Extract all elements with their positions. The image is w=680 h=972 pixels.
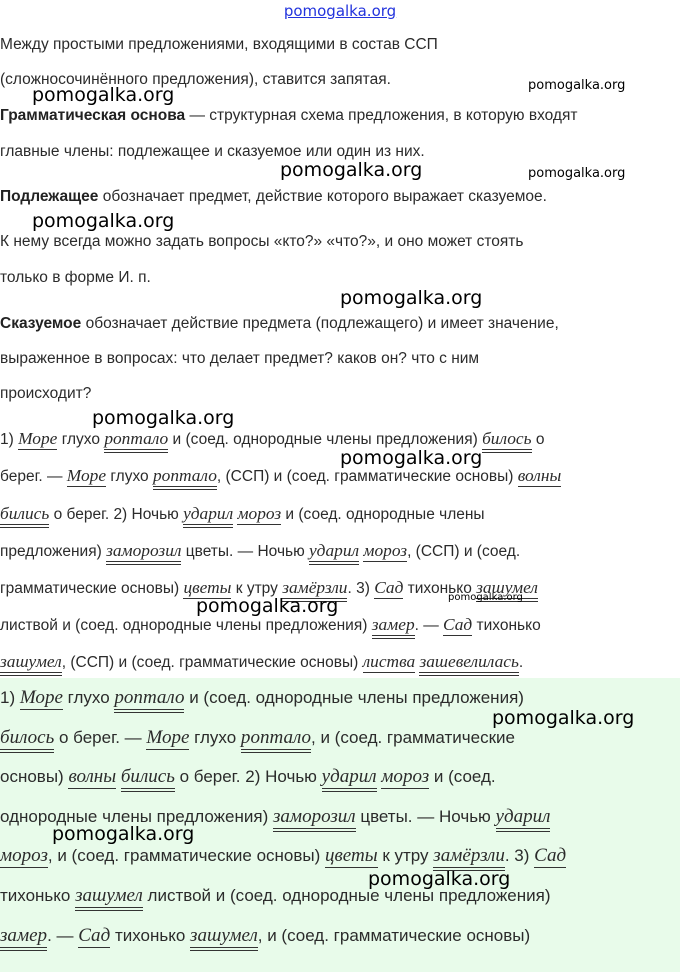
text: Ночью <box>131 506 179 523</box>
subject: Море <box>66 466 107 485</box>
task-line <box>0 651 523 674</box>
term: Подлежащее <box>0 188 99 205</box>
watermark: pomogalka.org <box>32 84 175 106</box>
watermark: pomogalka.org <box>92 407 235 429</box>
text: . <box>347 580 357 597</box>
task-line: предложения) заморозил цветы. — Ночью ударил мороз, (ССП) и (соед. <box>0 540 520 563</box>
term: Сказуемое <box>0 315 82 332</box>
text: и (соед. однородные члены предложения) <box>184 688 524 707</box>
text: Ночью <box>257 543 305 560</box>
task-line: 1) Море глухо роптало и (соед. однородные члены предложения) билось о <box>0 428 544 451</box>
predicate: зашумел <box>75 885 143 911</box>
task-line: берег. — Море глухо роптало, (ССП) и (соед. грамматические основы) волны <box>0 465 561 488</box>
predicate: зашумел <box>190 925 258 951</box>
text: , и (соед. грамматические основы) <box>47 846 325 865</box>
text: 3) <box>356 580 375 597</box>
predicate: ударил <box>183 504 233 528</box>
text: . — <box>414 617 444 634</box>
text: глухо <box>67 688 110 707</box>
watermark: pomogalka.org <box>196 595 339 617</box>
watermark: pomogalka.org <box>340 287 483 309</box>
text: цветы. — <box>355 807 439 826</box>
watermark: pomogalka.org <box>448 592 523 603</box>
text: тихонько <box>407 580 472 597</box>
predicate: заморозил <box>106 541 181 565</box>
rule-line: выраженное в вопросах: что делает предмет? каков он? что с ним <box>0 350 480 367</box>
subject: Сад <box>443 615 473 634</box>
watermark: pomogalka.org <box>368 868 511 890</box>
text: о берег. — <box>58 728 147 747</box>
rule-line <box>0 186 547 208</box>
text: к утру <box>377 846 434 865</box>
predicate: роптало <box>104 429 168 453</box>
rule-line: главные члены: подлежащее и сказуемое или один из них. <box>0 143 425 160</box>
text: . <box>504 846 515 865</box>
subject: Сад <box>534 845 567 866</box>
predicate: замер <box>372 615 415 639</box>
predicate: зашумел <box>476 578 538 602</box>
subject: цветы <box>183 578 232 597</box>
text: — структурная схема предложения, в которую входят <box>185 107 578 124</box>
rule-line: только в форме И. п. <box>0 269 151 286</box>
predicate: ударил <box>309 541 359 565</box>
rule-line: происходит? <box>0 385 92 402</box>
subject: волны <box>517 466 562 485</box>
watermark: pomogalka.org <box>528 166 626 181</box>
answer-line <box>0 687 524 709</box>
text: тихонько <box>0 886 71 905</box>
answer-line <box>0 925 530 947</box>
text: предложения) <box>0 543 107 560</box>
text: цветы. — <box>181 543 258 560</box>
watermark: pomogalka.org <box>280 159 423 181</box>
predicate: роптало <box>241 727 311 753</box>
subject: Море <box>146 727 190 748</box>
text: грамматические основы) <box>0 580 184 597</box>
text: , и (соед. грамматические основы) <box>257 926 531 945</box>
text: 1) <box>0 688 20 707</box>
text: основы) <box>0 767 69 786</box>
subject: Сад <box>78 925 111 946</box>
predicate: замер <box>0 925 47 951</box>
text: 3) <box>514 846 535 865</box>
term: Грамматическая основа <box>0 107 186 124</box>
text: . <box>518 654 524 671</box>
text: и (соед. однородные члены <box>281 506 485 523</box>
subject: мороз <box>381 766 430 787</box>
text: обозначает действие предмета (подлежащего) и имеет значение, <box>81 315 559 332</box>
subject: Сад <box>374 578 404 597</box>
text: глухо <box>61 431 100 448</box>
rule-line <box>0 313 559 335</box>
text: однородные члены предложения) <box>0 807 273 826</box>
text: к утру <box>231 580 283 597</box>
task-line <box>0 614 541 637</box>
predicate: замёрзли <box>433 845 505 871</box>
task-line <box>0 503 485 526</box>
watermark: pomogalka.org <box>52 823 195 845</box>
text: листвой и (соед. однородные члены предложения) <box>142 886 551 905</box>
subject: Море <box>18 429 58 448</box>
watermark: pomogalka.org <box>32 210 175 232</box>
predicate: зашевелилась <box>419 652 518 676</box>
text: листвой и (соед. однородные члены предложения) <box>0 617 372 634</box>
watermark: pomogalka.org <box>492 707 635 729</box>
watermark: pomogalka.org <box>340 447 483 469</box>
text: . — <box>47 926 79 945</box>
predicate: замёрзли <box>282 578 347 602</box>
text: Ночью <box>265 767 317 786</box>
text: глухо <box>110 468 149 485</box>
subject: мороз <box>363 541 408 560</box>
predicate: бились <box>0 504 49 528</box>
text: о берег. 2) <box>174 767 266 786</box>
subject: цветы <box>325 845 378 866</box>
text: 1) <box>0 431 19 448</box>
rule-line: Между простыми предложениями, входящими в состав ССП <box>0 36 438 53</box>
text: о берег. 2) <box>49 506 132 523</box>
predicate: заморозил <box>273 806 356 832</box>
text: Ночью <box>438 807 491 826</box>
text: глухо <box>194 728 237 747</box>
text: , и (соед. грамматические <box>311 728 515 747</box>
answer-line <box>0 845 566 867</box>
rule-line <box>0 105 577 127</box>
subject: волны <box>68 766 117 787</box>
subject: мороз <box>237 504 282 523</box>
predicate: бились <box>121 766 175 792</box>
predicate: билось <box>0 727 54 753</box>
predicate: зашумел <box>0 652 62 676</box>
answer-line: основы) волны бились о берег. 2) Ночью ударил мороз и (соед. <box>0 766 496 788</box>
subject: листва <box>362 652 416 671</box>
predicate: роптало <box>114 687 184 713</box>
text: тихонько <box>114 926 186 945</box>
rule-line: (сложносочинённого предложения), ставится запятая. <box>0 71 391 88</box>
predicate: роптало <box>153 466 217 490</box>
text: и (соед. однородные члены предложения) <box>168 431 483 448</box>
rule-line: К нему всегда можно задать вопросы «кто?» «что?», и оно может стоять <box>0 233 524 250</box>
site-link[interactable]: pomogalka.org <box>283 2 397 20</box>
subject: Море <box>19 687 63 708</box>
subject: мороз <box>0 845 48 866</box>
predicate: билось <box>482 429 531 453</box>
text: , (ССП) и (соед. грамматические основы) <box>61 654 363 671</box>
watermark: pomogalka.org <box>528 78 626 93</box>
text: тихонько <box>476 617 541 634</box>
predicate: ударил <box>322 766 377 792</box>
text: обозначает предмет, действие которого выражает сказуемое. <box>98 188 547 205</box>
answer-line <box>0 727 515 749</box>
predicate: ударил <box>496 806 551 832</box>
